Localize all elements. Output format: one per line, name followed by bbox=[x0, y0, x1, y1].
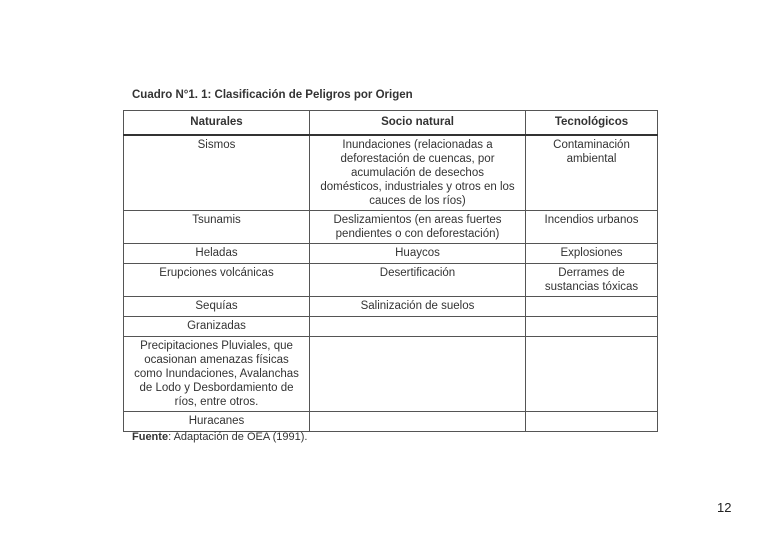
table-cell: Derrames de sustancias tóxicas bbox=[526, 264, 658, 297]
table-row bbox=[124, 337, 658, 412]
table-row bbox=[124, 412, 658, 432]
table-cell: Erupciones volcánicas bbox=[124, 264, 310, 297]
table-cell bbox=[526, 297, 658, 317]
table-row bbox=[124, 244, 658, 264]
header-socio-natural: Socio natural bbox=[310, 111, 526, 136]
table-header-row bbox=[124, 111, 658, 136]
table-cell bbox=[310, 317, 526, 337]
table-cell: Sequías bbox=[124, 297, 310, 317]
header-naturales: Naturales bbox=[124, 111, 310, 136]
source-text: : Adaptación de OEA (1991). bbox=[168, 431, 308, 443]
table-cell bbox=[526, 317, 658, 337]
table-cell: Salinización de suelos bbox=[310, 297, 526, 317]
table-cell: Huaycos bbox=[310, 244, 526, 264]
table-row bbox=[124, 211, 658, 244]
table-row bbox=[124, 297, 658, 317]
table-caption: Cuadro N°1. 1: Clasificación de Peligros por Origen bbox=[132, 89, 413, 101]
table-cell: Desertificación bbox=[310, 264, 526, 297]
table-cell bbox=[526, 337, 658, 412]
table-cell: Heladas bbox=[124, 244, 310, 264]
header-tecnologicos: Tecnológicos bbox=[526, 111, 658, 136]
table-cell: Sismos bbox=[124, 135, 310, 211]
table-cell: Precipitaciones Pluviales, que ocasionan amenazas físicas como Inundaciones, Avalanchas de Lodo y Desbordamiento de ríos, entre otros. bbox=[124, 337, 310, 412]
table-row bbox=[124, 135, 658, 211]
table-row bbox=[124, 317, 658, 337]
table-cell: Contaminación ambiental bbox=[526, 135, 658, 211]
table-cell: Deslizamientos (en areas fuertes pendientes o con deforestación) bbox=[310, 211, 526, 244]
table-cell: Huracanes bbox=[124, 412, 310, 432]
hazard-classification-table bbox=[123, 110, 658, 432]
table-cell: Inundaciones (relacionadas a deforestación de cuencas, por acumulación de desechos domésticos, industriales y otros en los cauces de los ríos) bbox=[310, 135, 526, 211]
table-cell: Granizadas bbox=[124, 317, 310, 337]
table-cell bbox=[310, 337, 526, 412]
table-cell bbox=[310, 412, 526, 432]
table-cell bbox=[526, 412, 658, 432]
source-label: Fuente bbox=[132, 431, 169, 443]
page-number: 12 bbox=[717, 500, 732, 515]
table-cell: Explosiones bbox=[526, 244, 658, 264]
source-note bbox=[132, 431, 308, 443]
table-cell: Tsunamis bbox=[124, 211, 310, 244]
table-cell: Incendios urbanos bbox=[526, 211, 658, 244]
table-row bbox=[124, 264, 658, 297]
